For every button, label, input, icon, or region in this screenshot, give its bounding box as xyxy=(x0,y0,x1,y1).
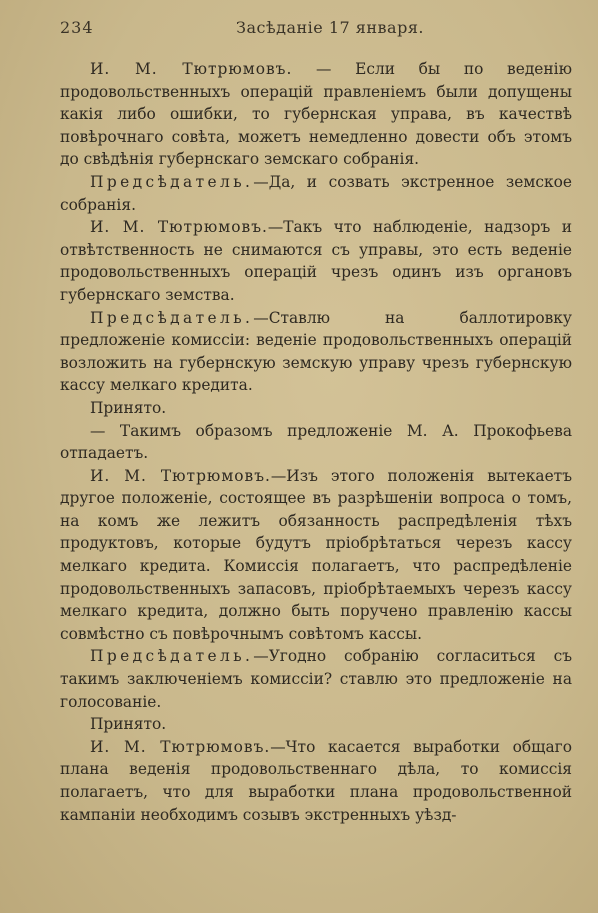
paragraph-6 xyxy=(60,420,572,465)
paragraph-2 xyxy=(60,171,572,216)
speech-text: —Ставлю на баллотировку предложеніе комиссіи: веденіе продовольственныхъ операцій возложить на губернскую земскую управу чрезъ губернскую кассу мелкаго кредита. xyxy=(60,308,572,395)
page-header xyxy=(60,18,572,46)
paragraph-1 xyxy=(60,58,572,171)
speaker-name: Предсѣдатель. xyxy=(90,172,254,191)
paragraph-10 xyxy=(60,736,572,826)
paragraph-8 xyxy=(60,645,572,713)
page-body xyxy=(60,58,572,826)
speaker-name: И. М. Тютрюмовъ. xyxy=(90,218,268,237)
speaker-name: И. М. Тютрюмовъ. xyxy=(90,466,271,485)
paragraph-5 xyxy=(60,397,572,420)
speaker-name: Предсѣдатель. xyxy=(90,647,254,666)
speaker-name: И. М. Тютрюмовъ. xyxy=(90,60,293,78)
speech-text: —Изъ этого положенія вытекаетъ другое положеніе, состоящее въ разрѣшеніи вопроса о томъ, на комъ же лежитъ обязанность распредѣленія тѣхъ продуктовъ, которые будутъ пріобрѣтаться черезъ кассу мелкаго кредита. Комиссія полагаетъ, что распредѣленіе продовольственныхъ запасовъ, пріобрѣтаемыхъ черезъ кассу мелкаго кредита, должно быть поручено правленію кассы совмѣстно съ повѣрочнымъ совѣтомъ кассы. xyxy=(60,466,572,643)
speech-text: —Что касается выработки общаго плана веденія продовольственнаго дѣла, то комиссія полагаетъ, что для выработки плана продовольственной кампаніи необходимъ созывъ экстренныхъ уѣзд- xyxy=(60,737,572,824)
running-title: Засѣданіе 17 января. xyxy=(235,18,424,37)
speech-text: — Если бы по веденію продовольственныхъ операцій правленіемъ были допущены какія либо ошибки, то губернская управа, въ качествѣ повѣрочнаго совѣта, можетъ немедленно довести объ этомъ до свѣдѣнія губернскаго земскаго собранія. xyxy=(60,60,572,169)
speech-text: Принято. xyxy=(90,715,167,734)
speaker-name: Предсѣдатель. xyxy=(90,308,254,327)
paragraph-9 xyxy=(60,713,572,736)
paragraph-3 xyxy=(60,216,572,306)
speaker-name: И. М. Тютрюмовъ. xyxy=(90,737,271,756)
paragraph-7 xyxy=(60,465,572,646)
page-number: 234 xyxy=(60,18,94,37)
speech-text: —Такъ что наблюденіе, надзоръ и отвѣтственность не снимаются съ управы, это есть веденіе продовольственныхъ операцій чрезъ одинъ изъ органовъ губернскаго земства. xyxy=(60,218,572,304)
speech-text: — Такимъ образомъ предложеніе М. А. Прокофьева отпадаетъ. xyxy=(60,421,572,463)
speech-text: Принято. xyxy=(90,398,167,417)
paragraph-4 xyxy=(60,307,572,397)
speech-text: —Да, и созвать экстренное земское собранія. xyxy=(60,172,572,214)
speech-text: —Угодно собранію согласиться съ такимъ заключеніемъ комиссіи? ставлю это предложеніе на голосованіе. xyxy=(60,647,572,711)
